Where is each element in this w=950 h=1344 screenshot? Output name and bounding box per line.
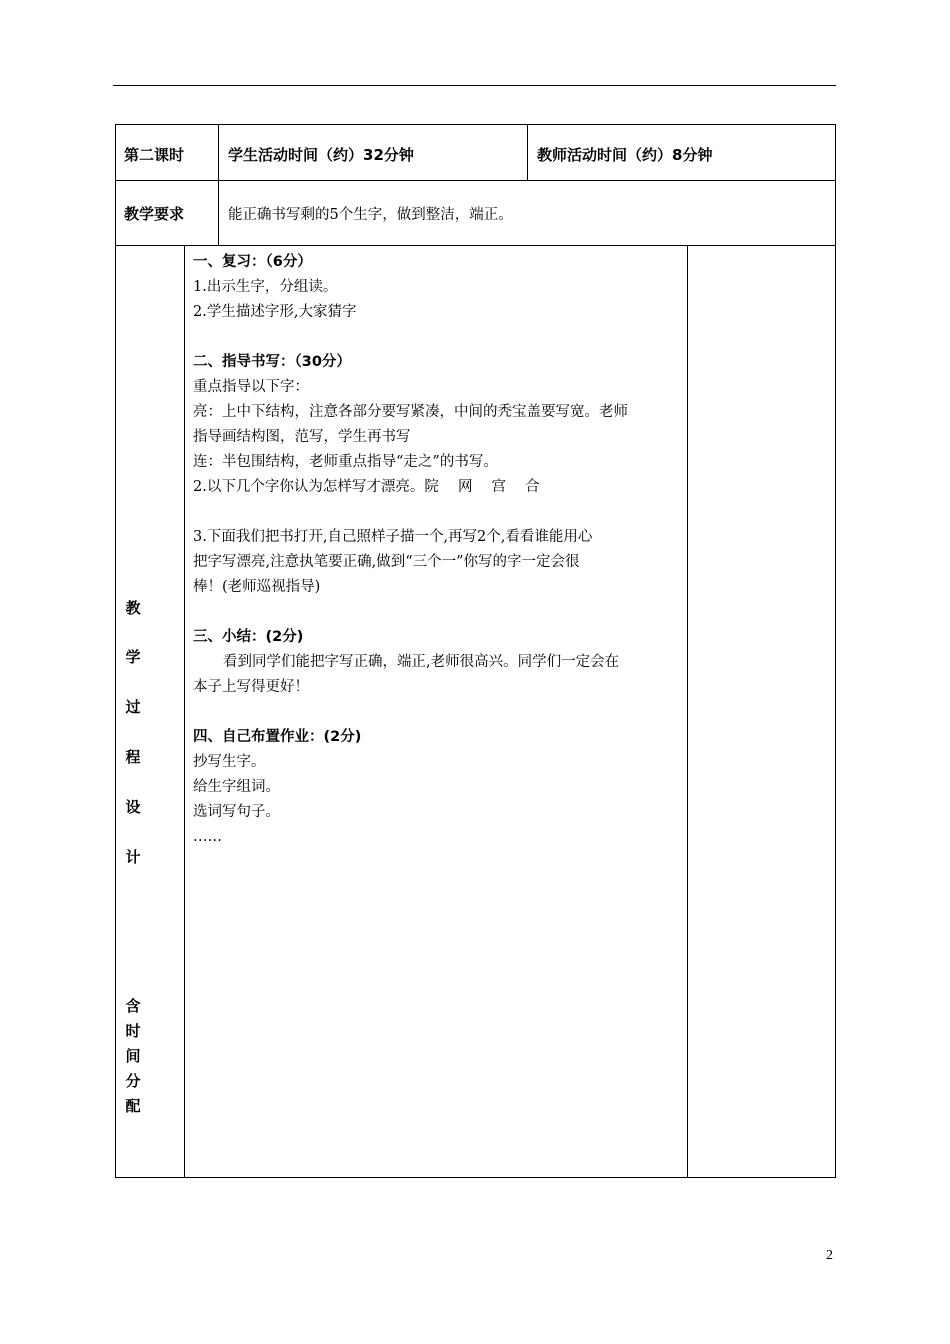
writing-line-4: 连：半包围结构，老师重点指导“走之”的书写。 (193, 454, 498, 470)
section-review-title: 一、复习：（6分） (193, 254, 312, 270)
summary-line-2: 本子上写得更好！ (193, 679, 309, 695)
page-number: 2 (826, 1248, 833, 1263)
requirements-text: 能正确书写剩的5个生字，做到整洁，端正。 (228, 207, 513, 223)
homework-item-3: 选词写句子。 (193, 804, 280, 820)
writing-line-1: 重点指导以下字： (193, 379, 309, 395)
homework-item-2: 给生字组词。 (193, 779, 280, 795)
summary-line-1: 看到同学们能把字写正确，端正,老师很高兴。同学们一定会在 (223, 654, 620, 670)
notes-cell (687, 245, 836, 1178)
spacer (193, 325, 683, 350)
lesson-label: 第二课时 (124, 146, 185, 164)
side-char-7: 含 (125, 997, 141, 1015)
side-char-6: 计 (125, 848, 141, 866)
writing-line-3: 指导画结构图，范写，学生再书写 (193, 429, 411, 445)
student-time-cell (218, 124, 528, 181)
writing-line-5: 2.以下几个字你认为怎样写才漂亮。院 网 宫 合 (193, 479, 540, 495)
requirements-text-cell (218, 180, 836, 246)
side-char-2: 学 (125, 648, 141, 666)
spacer (193, 700, 683, 725)
review-step-2: 2.学生描述字形,大家猜字 (193, 304, 357, 320)
side-char-8: 时 (125, 1022, 141, 1040)
homework-item-4: …… (193, 829, 222, 845)
section-homework-title: 四、自己布置作业：(2分) (193, 729, 362, 745)
process-content-cell (184, 245, 688, 1178)
side-char-4: 程 (125, 748, 141, 766)
teacher-time-cell (527, 124, 836, 181)
side-char-1: 教 (125, 599, 141, 617)
side-char-10: 分 (125, 1072, 141, 1090)
lesson-plan-table (115, 124, 836, 1178)
spacer (193, 500, 683, 525)
section-writing-title: 二、指导书写：（30分） (193, 354, 351, 370)
side-char-11: 配 (125, 1097, 141, 1115)
side-char-9: 间 (125, 1047, 141, 1065)
process-content (193, 250, 683, 850)
teacher-time-label: 教师活动时间（约）8分钟 (537, 146, 713, 164)
writing-line-7: 把字写漂亮,注意执笔要正确,做到“三个一”你写的字一定会很 (193, 554, 580, 570)
requirements-label: 教学要求 (124, 205, 185, 223)
writing-line-6: 3.下面我们把书打开,自己照样子描一个,再写2个,看看谁能用心 (193, 529, 593, 545)
writing-line-2: 亮：上中下结构，注意各部分要写紧凑，中间的秃宝盖要写宽。老师 (193, 404, 628, 420)
lesson-cell (115, 124, 219, 181)
section-summary-title: 三、小结：(2分) (193, 629, 304, 645)
review-step-1: 1.出示生字，分组读。 (193, 279, 338, 295)
side-char-3: 过 (125, 698, 141, 716)
homework-item-1: 抄写生字。 (193, 754, 266, 770)
requirements-label-cell (115, 180, 219, 246)
header-rule (113, 85, 836, 86)
side-char-5: 设 (125, 798, 141, 816)
writing-line-8: 棒！(老师巡视指导) (193, 579, 321, 595)
process-side-label-cell (115, 245, 185, 1178)
spacer (193, 600, 683, 625)
student-time-label: 学生活动时间（约）32分钟 (228, 146, 414, 164)
